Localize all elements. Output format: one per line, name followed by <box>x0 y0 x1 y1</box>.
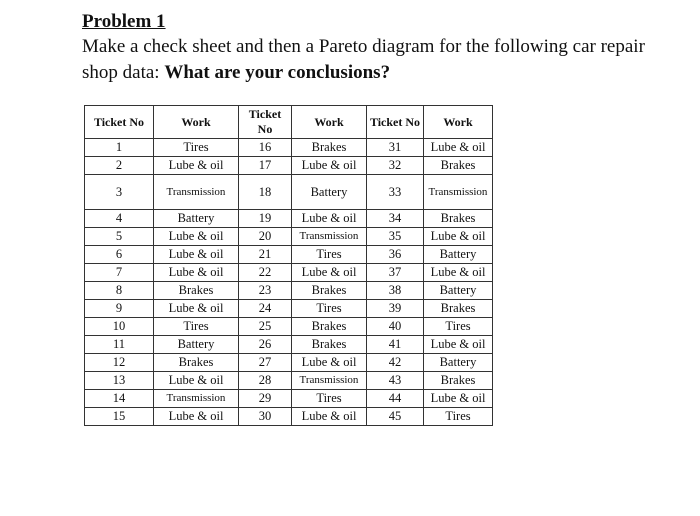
ticket-number-cell: 37 <box>367 264 424 282</box>
ticket-number-cell: 5 <box>85 228 154 246</box>
ticket-number-cell: 40 <box>367 318 424 336</box>
ticket-number-cell: 38 <box>367 282 424 300</box>
prompt-question: What are your conclusions? <box>164 62 391 83</box>
work-cell: Lube & oil <box>424 264 493 282</box>
ticket-number-cell: 8 <box>85 282 154 300</box>
work-cell: Lube & oil <box>424 139 493 157</box>
work-cell: Lube & oil <box>292 408 367 426</box>
work-cell: Lube & oil <box>154 157 239 175</box>
work-cell: Lube & oil <box>292 354 367 372</box>
ticket-number-cell: 42 <box>367 354 424 372</box>
problem-prompt <box>82 34 682 86</box>
header-ticket-no-1: Ticket No <box>85 106 154 139</box>
work-cell: Battery <box>292 175 367 210</box>
work-cell: Battery <box>424 246 493 264</box>
table-row <box>85 318 493 336</box>
header-work-2: Work <box>292 106 367 139</box>
table-row <box>85 228 493 246</box>
work-cell: Battery <box>154 210 239 228</box>
ticket-number-cell: 15 <box>85 408 154 426</box>
ticket-number-cell: 26 <box>239 336 292 354</box>
work-cell: Brakes <box>424 210 493 228</box>
ticket-number-cell: 14 <box>85 390 154 408</box>
work-cell: Brakes <box>424 372 493 390</box>
table-header-row <box>85 106 493 139</box>
table-row <box>85 408 493 426</box>
work-cell: Battery <box>154 336 239 354</box>
work-cell: Lube & oil <box>424 228 493 246</box>
ticket-number-cell: 44 <box>367 390 424 408</box>
ticket-number-cell: 35 <box>367 228 424 246</box>
ticket-number-cell: 45 <box>367 408 424 426</box>
work-cell: Brakes <box>154 282 239 300</box>
table-row <box>85 157 493 175</box>
ticket-number-cell: 31 <box>367 139 424 157</box>
work-cell: Tires <box>154 318 239 336</box>
table-row <box>85 264 493 282</box>
ticket-number-cell: 11 <box>85 336 154 354</box>
ticket-number-cell: 4 <box>85 210 154 228</box>
table-body <box>85 139 493 426</box>
work-cell: Lube & oil <box>424 390 493 408</box>
work-cell: Lube & oil <box>424 336 493 354</box>
work-cell: Brakes <box>292 282 367 300</box>
work-cell: Tires <box>424 408 493 426</box>
ticket-number-cell: 41 <box>367 336 424 354</box>
work-cell: Brakes <box>292 318 367 336</box>
table-row <box>85 300 493 318</box>
ticket-number-cell: 12 <box>85 354 154 372</box>
header-work-3: Work <box>424 106 493 139</box>
work-cell: Lube & oil <box>154 408 239 426</box>
work-cell: Tires <box>424 318 493 336</box>
work-cell: Lube & oil <box>154 246 239 264</box>
ticket-number-cell: 32 <box>367 157 424 175</box>
table-row <box>85 336 493 354</box>
ticket-number-cell: 28 <box>239 372 292 390</box>
ticket-number-cell: 20 <box>239 228 292 246</box>
problem-title: Problem 1 <box>82 11 166 32</box>
work-cell: Battery <box>424 282 493 300</box>
work-cell: Tires <box>292 390 367 408</box>
ticket-number-cell: 22 <box>239 264 292 282</box>
work-cell: Brakes <box>424 300 493 318</box>
work-cell: Transmission <box>154 390 239 408</box>
header-ticket-no-2: Ticket No <box>239 106 292 139</box>
ticket-number-cell: 34 <box>367 210 424 228</box>
ticket-number-cell: 16 <box>239 139 292 157</box>
work-cell: Lube & oil <box>154 264 239 282</box>
work-cell: Lube & oil <box>292 157 367 175</box>
ticket-number-cell: 10 <box>85 318 154 336</box>
work-cell: Lube & oil <box>154 300 239 318</box>
work-cell: Tires <box>292 246 367 264</box>
work-cell: Battery <box>424 354 493 372</box>
ticket-number-cell: 1 <box>85 139 154 157</box>
ticket-number-cell: 27 <box>239 354 292 372</box>
ticket-number-cell: 24 <box>239 300 292 318</box>
table-row <box>85 390 493 408</box>
ticket-number-cell: 23 <box>239 282 292 300</box>
ticket-number-cell: 36 <box>367 246 424 264</box>
ticket-number-cell: 33 <box>367 175 424 210</box>
table-row <box>85 246 493 264</box>
header-work-1: Work <box>154 106 239 139</box>
prompt-text: Make a check sheet and then a Pareto diagram for the following car repair shop data: <box>82 36 645 83</box>
ticket-number-cell: 18 <box>239 175 292 210</box>
table-row <box>85 139 493 157</box>
ticket-number-cell: 9 <box>85 300 154 318</box>
ticket-number-cell: 21 <box>239 246 292 264</box>
work-cell: Tires <box>292 300 367 318</box>
header-ticket-no-3: Ticket No <box>367 106 424 139</box>
ticket-number-cell: 6 <box>85 246 154 264</box>
table-row <box>85 282 493 300</box>
table-row <box>85 372 493 390</box>
ticket-number-cell: 30 <box>239 408 292 426</box>
work-cell: Transmission <box>424 175 493 210</box>
ticket-number-cell: 13 <box>85 372 154 390</box>
table-row <box>85 354 493 372</box>
work-cell: Brakes <box>424 157 493 175</box>
ticket-number-cell: 17 <box>239 157 292 175</box>
ticket-number-cell: 39 <box>367 300 424 318</box>
work-cell: Brakes <box>292 336 367 354</box>
ticket-number-cell: 29 <box>239 390 292 408</box>
work-cell: Lube & oil <box>292 264 367 282</box>
ticket-number-cell: 7 <box>85 264 154 282</box>
work-cell: Transmission <box>154 175 239 210</box>
table-row <box>85 175 493 210</box>
work-cell: Lube & oil <box>154 372 239 390</box>
ticket-number-cell: 2 <box>85 157 154 175</box>
ticket-number-cell: 25 <box>239 318 292 336</box>
repair-data-table <box>84 105 493 426</box>
ticket-number-cell: 43 <box>367 372 424 390</box>
work-cell: Lube & oil <box>292 210 367 228</box>
work-cell: Transmission <box>292 228 367 246</box>
ticket-number-cell: 19 <box>239 210 292 228</box>
ticket-number-cell: 3 <box>85 175 154 210</box>
work-cell: Transmission <box>292 372 367 390</box>
table-row <box>85 210 493 228</box>
work-cell: Lube & oil <box>154 228 239 246</box>
work-cell: Tires <box>154 139 239 157</box>
work-cell: Brakes <box>292 139 367 157</box>
work-cell: Brakes <box>154 354 239 372</box>
